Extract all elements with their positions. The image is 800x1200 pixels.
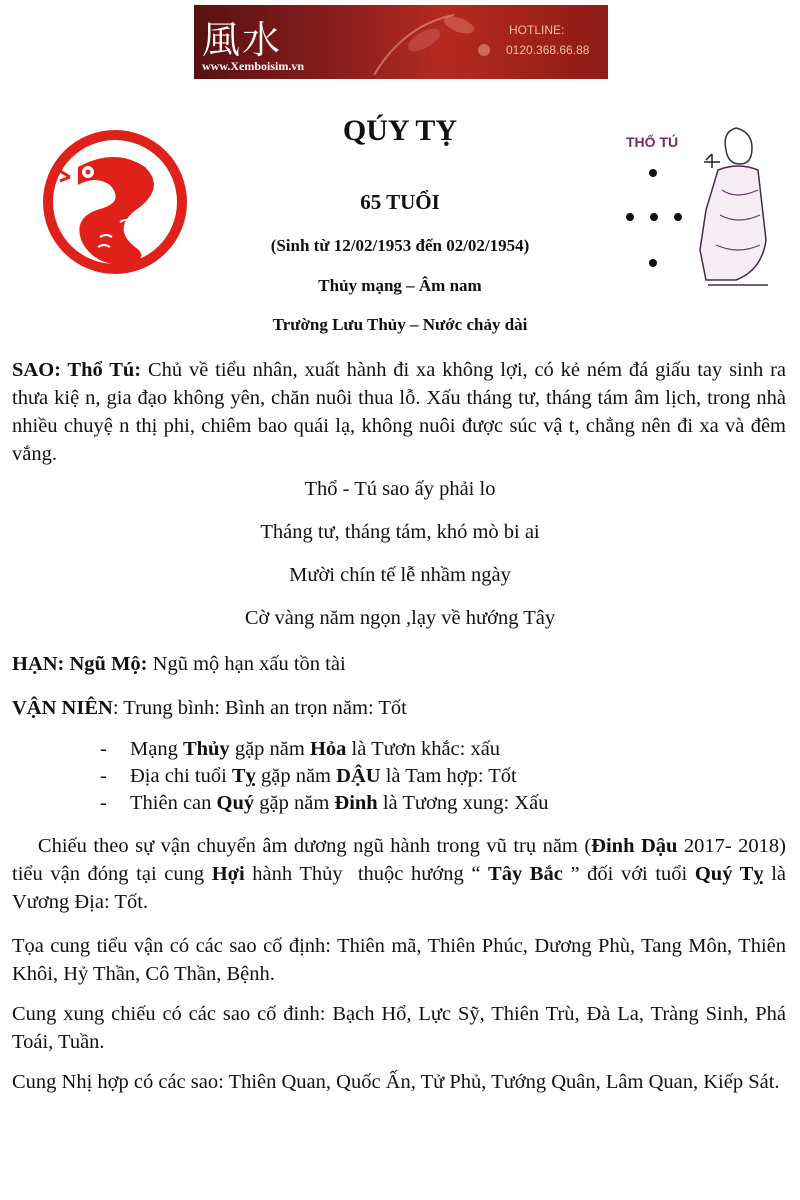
age-heading: 65 TUỔI [360, 190, 440, 214]
han-label: HẠN: Ngũ Mộ: [12, 653, 148, 675]
chieu-text: ” đối với tuổi [562, 863, 695, 885]
list-text: gặp năm [254, 792, 335, 814]
list-item [100, 765, 517, 788]
chieu-paragraph [12, 832, 792, 916]
list-text: Thiên can [130, 792, 217, 814]
birth-date-range: (Sinh từ 12/02/1953 đến 02/02/1954) [270, 236, 530, 255]
chieu-text: là Vương Địa: Tốt. [12, 863, 791, 913]
list-bold: Tỵ [231, 765, 256, 787]
poem-line-1: Thổ - Tú sao ấy phải lo [304, 478, 496, 500]
chieu-bold: Hợi [211, 863, 245, 885]
list-item [100, 738, 500, 761]
header-banner[interactable] [194, 5, 608, 79]
van-nien-text: : Trung bình: Bình an trọn năm: Tốt [112, 697, 407, 719]
toa-cung-paragraph: Tọa cung tiểu vận có các sao cố định: Thiên mã, Thiên Phúc, Dương Phù, Tang Môn, Thiên Khôi, Hỷ Thần, Cô Thần, Bệnh. [12, 935, 786, 985]
van-nien-paragraph [12, 694, 786, 722]
list-bold: Đinh [334, 792, 378, 814]
page-title: QÚY TỴ [342, 114, 458, 147]
list-text: là Tươn khắc: xấu [346, 738, 501, 760]
list-item [100, 792, 548, 815]
list-bold: Quý [216, 792, 255, 814]
poem-line-4: Cờ vàng năm ngọn ,lạy về hướng Tây [244, 607, 556, 629]
list-dash: - [100, 792, 107, 814]
poem-line-3: Mười chín tế lễ nhầm ngày [289, 564, 511, 586]
list-dash: - [100, 765, 107, 787]
banner-site-link[interactable]: www.Xemboisim.vn [202, 59, 305, 73]
van-nien-label: VẬN NIÊN [12, 697, 113, 719]
sao-label: SAO: Thổ Tú: [12, 359, 142, 381]
poem-line-2: Tháng tư, tháng tám, khó mò bi ai [260, 521, 540, 543]
chieu-text: 2017- 2018) tiểu vận đóng tại cung [12, 835, 792, 885]
xung-chieu-paragraph: Cung xung chiếu có các sao cố đinh: Bạch Hổ, Lực Sỹ, Thiên Trù, Đà La, Tràng Sinh, Phá Toái, Tuần. [12, 1003, 786, 1053]
floral-decoration-icon [364, 5, 504, 79]
list-bold: DẬU [336, 765, 381, 787]
banner-chinese-text: 風水 [202, 18, 283, 62]
han-text: Ngũ mộ hạn xấu tồn tài [147, 653, 346, 675]
list-bold: Thủy [182, 738, 230, 760]
list-text: Mạng [130, 738, 183, 760]
sao-text: Chủ về tiểu nhân, xuất hành đi xa không lợi, có kẻ ném đá giấu tay sinh ra thưa kiệ n, gia đạo không yên, chăn nuôi thua lỗ. Xấu tháng tư, tháng tám âm lịch, trong nhà nhiều chuyệ n thị phi, chiêm bao quái lạ, không nuôi được súc vậ t, chẳng nên đi xa và đêm vắng. [12, 359, 787, 465]
snake-papercut-icon [40, 127, 190, 277]
chieu-bold: Tây Bắc [488, 863, 563, 885]
list-text: là Tam hợp: Tốt [380, 765, 517, 787]
list-text: gặp năm [255, 765, 337, 787]
chieu-bold: Đinh Dậu [591, 835, 678, 857]
list-bold: Hỏa [309, 738, 347, 760]
nap-am: Trường Lưu Thủy – Nước chảy dài [272, 315, 528, 334]
tho-tu-figure [618, 120, 778, 290]
chieu-text: Chiếu theo sự vận chuyển âm dương ngũ hành trong vũ trụ năm ( [12, 835, 592, 857]
star-label: THỔ TÚ [626, 134, 679, 150]
sao-paragraph [12, 356, 786, 468]
hotline-label: HOTLINE: [509, 23, 565, 37]
list-text: gặp năm [229, 738, 310, 760]
list-dash: - [100, 738, 107, 760]
list-text: là Tương xung: Xấu [377, 792, 549, 814]
hotline-number[interactable]: 0120.368.66.88 [506, 43, 590, 57]
chieu-text: hành Thủy thuộc hướng “ [244, 863, 489, 885]
han-paragraph [12, 650, 786, 678]
element-gender: Thủy mạng – Âm nam [318, 276, 482, 295]
chieu-bold: Quý Tỵ [694, 863, 764, 885]
tho-tu-figure-icon [618, 120, 778, 290]
nhi-hop-paragraph: Cung Nhị hợp có các sao: Thiên Quan, Quốc Ấn, Tử Phủ, Tướng Quân, Lâm Quan, Kiếp Sát. [12, 1071, 780, 1093]
list-text: Địa chi tuổi [130, 765, 232, 787]
